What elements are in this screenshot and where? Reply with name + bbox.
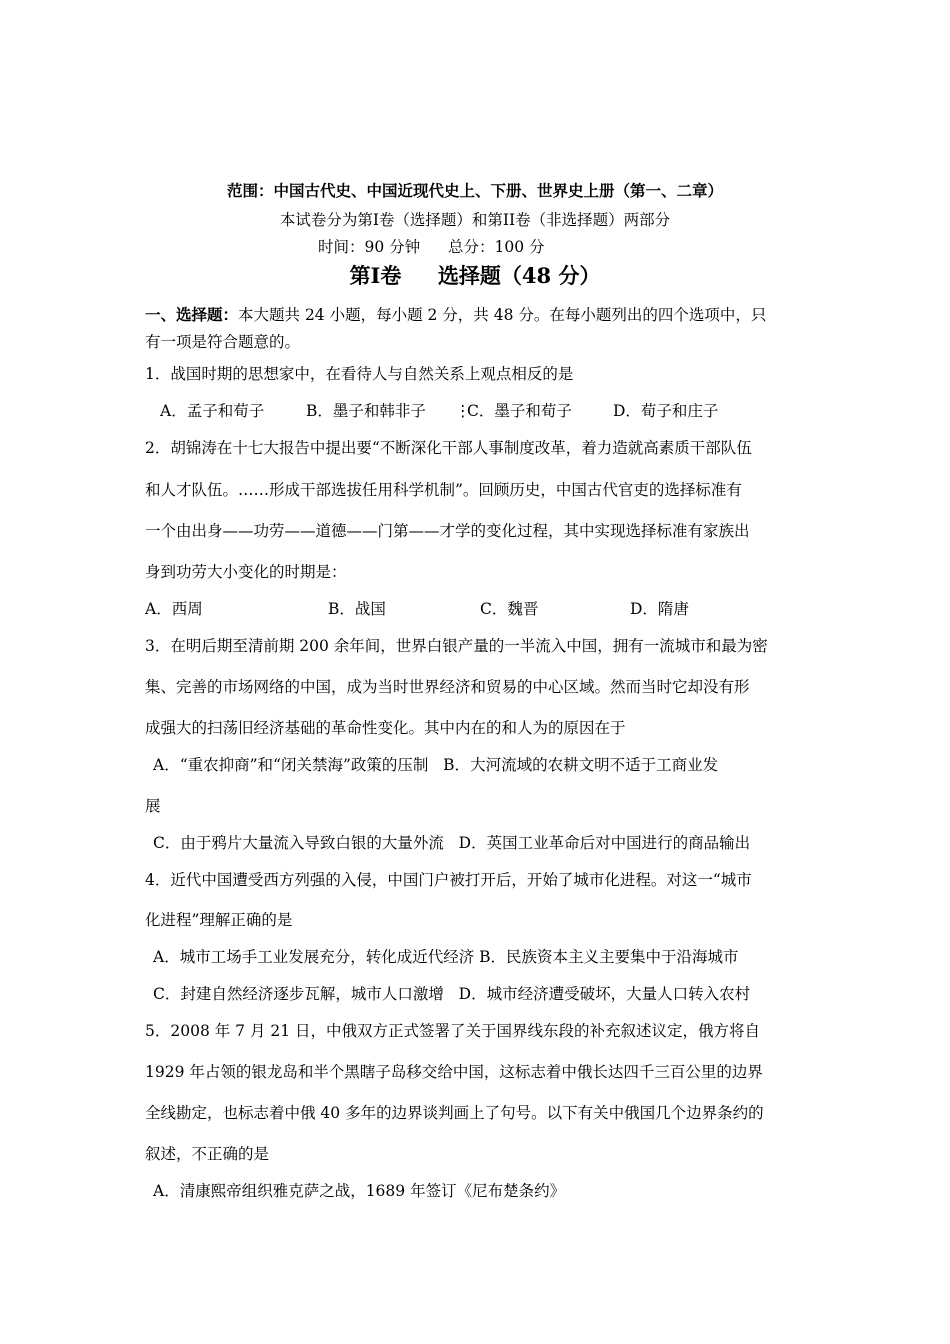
question-4-line-1: 4．近代中国遭受西方列强的入侵，中国门户被打开后，开始了城市化进程。对这一“城市 <box>145 871 752 889</box>
question-2-option-c: C．魏晋 <box>480 600 539 618</box>
question-4-line-2: 化进程”理解正确的是 <box>145 911 293 929</box>
exam-range: 范围：中国古代史、中国近现代史上、下册、世界史上册（第一、二章） <box>226 181 723 200</box>
question-2-line-2: 和人才队伍。……形成干部选拔任用科学机制”。回顾历史，中国古代官吏的选择标准有 <box>145 481 742 499</box>
question-5-option-a: A．清康熙帝组织雅克萨之战，1689 年签订《尼布楚条约》 <box>153 1182 566 1200</box>
instructions-text: 本大题共 24 小题，每小题 2 分，共 48 分。在每小题列出的四个选项中，只 <box>238 306 767 324</box>
question-1-option-a: A．孟子和荀子 <box>160 402 265 420</box>
instructions-line-2: 有一项是符合题意的。 <box>145 333 301 351</box>
question-4-options-ab: A．城市工场手工业发展充分，转化成近代经济 B．民族资本主义主要集中于沿海城市 <box>153 948 739 966</box>
question-3-options-ab-continued: 展 <box>145 797 161 815</box>
question-3-line-3: 成强大的扫荡旧经济基础的革命性变化。其中内在的和人为的原因在于 <box>145 719 626 737</box>
question-2-option-d: D．隋唐 <box>630 600 689 618</box>
instructions-label: 一、选择题： <box>145 305 239 324</box>
question-2-line-4: 身到功劳大小变化的时期是： <box>145 563 347 581</box>
question-2-option-a: A．西周 <box>145 600 203 618</box>
question-5-line-1: 5．2008 年 7 月 21 日，中俄双方正式签署了关于国界线东段的补充叙述议定，俄方将自 <box>145 1022 761 1040</box>
question-2-line-3: 一个由出身——功劳——道德——门第——才学的变化过程，其中实现选择标准有家族出 <box>145 522 750 540</box>
section-title: 第Ⅰ卷 选择题（48 分） <box>349 263 601 288</box>
question-5-line-4: 叙述，不正确的是 <box>145 1145 270 1163</box>
question-3-line-2: 集、完善的市场网络的中国，成为当时世界经济和贸易的中心区域。然而当时它却没有形 <box>145 678 750 696</box>
question-3-options-cd: C．由于鸦片大量流入导致白银的大量外流 D．英国工业革命后对中国进行的商品输出 <box>153 834 751 852</box>
question-1-option-b: B．墨子和韩非子 <box>306 402 426 420</box>
question-5-line-3: 全线勘定，也标志着中俄 40 多年的边界谈判画上了句号。以下有关中俄国几个边界条约的 <box>145 1104 764 1122</box>
question-1-option-c: C．墨子和荀子 <box>467 402 572 420</box>
question-1-option-d: D．荀子和庄子 <box>613 402 719 420</box>
instructions-line-1 <box>145 305 766 325</box>
exam-score: 总分：100 分 <box>448 238 545 256</box>
question-1-stem: 1．战国时期的思想家中，在看待人与自然关系上观点相反的是 <box>145 365 574 383</box>
question-2-line-1: 2．胡锦涛在十七大报告中提出要“不断深化干部人事制度改革，着力造就高素质干部队伍 <box>145 439 752 457</box>
question-4-options-cd: C．封建自然经济逐步瓦解，城市人口激增 D．城市经济遭受破坏，大量人口转入农村 <box>153 985 751 1003</box>
question-3-line-1: 3．在明后期至清前期 200 余年间，世界白银产量的一半流入中国，拥有一流城市和最为密 <box>145 637 768 655</box>
exam-time: 时间：90 分钟 <box>318 238 421 256</box>
question-5-line-2: 1929 年占领的银龙岛和半个黑瞎子岛移交给中国，这标志着中俄长达四千三百公里的边界 <box>145 1063 763 1081</box>
question-3-options-ab: A．“重农抑商”和“闭关禁海”政策的压制 B．大河流域的农耕文明不适于工商业发 <box>153 756 719 774</box>
question-1-marker: ⋮ <box>455 402 471 420</box>
question-2-option-b: B．战国 <box>328 600 386 618</box>
exam-composition: 本试卷分为第Ⅰ卷（选择题）和第ⅠⅠ卷（非选择题）两部分 <box>279 211 671 229</box>
